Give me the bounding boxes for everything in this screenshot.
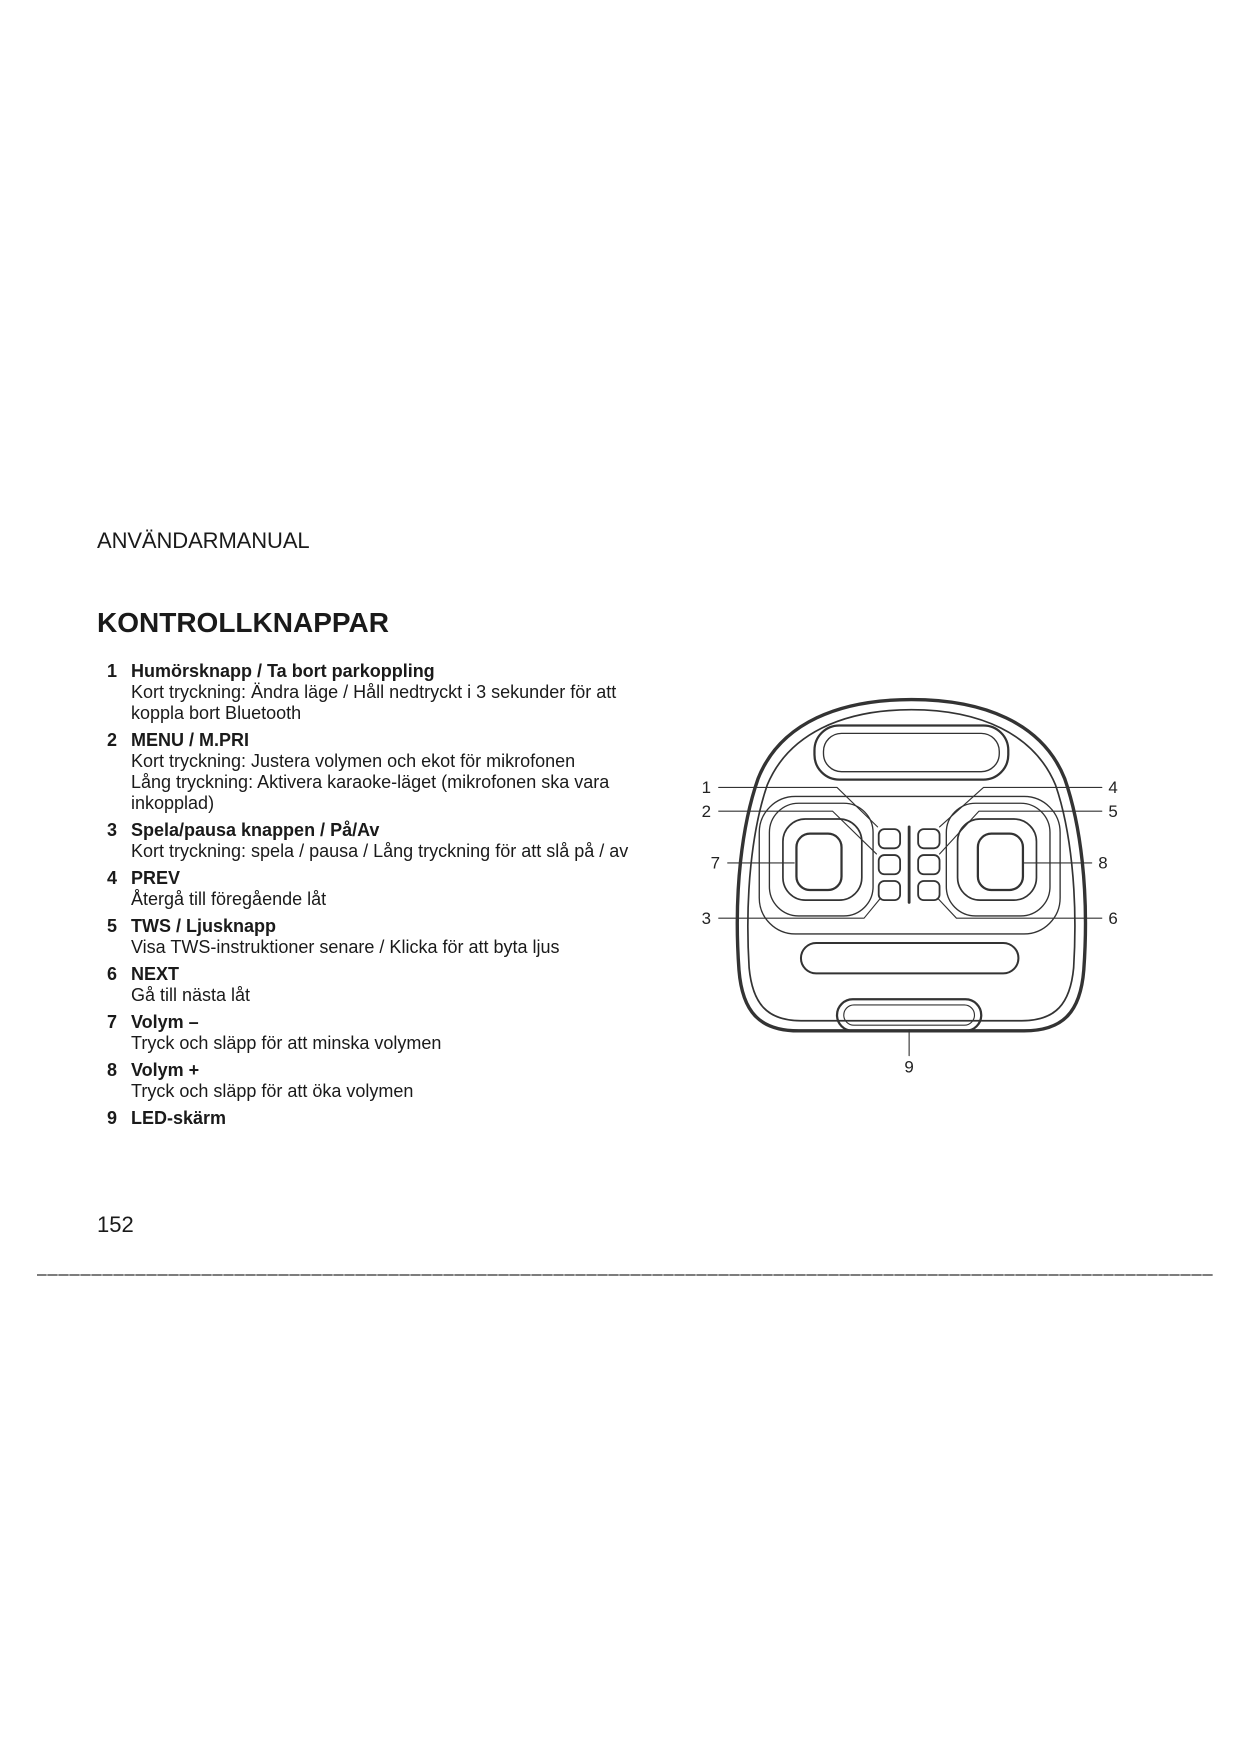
- led-screen: [837, 999, 981, 1031]
- control-number: 5: [107, 916, 118, 936]
- control-item: [107, 868, 667, 910]
- callout-label-1: 1: [701, 778, 712, 798]
- volume-down-pad-outer: [769, 803, 873, 916]
- volume-up-pad: [978, 834, 1023, 890]
- volume-down-pad-middle: [783, 819, 862, 900]
- callout-label-6: 6: [1108, 908, 1118, 928]
- callout-label-4: 4: [1108, 778, 1118, 798]
- page-number: 152: [97, 1212, 134, 1237]
- control-name: Spela/pausa knappen / På/Av: [131, 820, 380, 840]
- control-number: 8: [107, 1060, 118, 1080]
- mood-button: [879, 829, 900, 848]
- control-item: [107, 964, 667, 1006]
- control-name: LED-skärm: [131, 1108, 227, 1128]
- control-number: 4: [107, 868, 118, 888]
- play-pause-button: [879, 881, 900, 900]
- volume-up-pad-middle: [958, 819, 1037, 900]
- callout-label-8: 8: [1098, 853, 1108, 873]
- volume-down-pad: [796, 834, 841, 890]
- next-button: [918, 881, 939, 900]
- control-number: 3: [107, 820, 118, 840]
- menu-button: [879, 855, 900, 874]
- control-number: 6: [107, 964, 118, 984]
- callout-label-7: 7: [710, 853, 721, 873]
- control-number: 7: [107, 1012, 118, 1032]
- control-item: [107, 730, 667, 814]
- control-number: 2: [107, 730, 118, 750]
- control-name: NEXT: [131, 964, 180, 984]
- speaker-body-outline: [737, 700, 1085, 1031]
- led-screen-inner: [844, 1005, 975, 1025]
- control-description-line: Tryck och släpp för att minska volymen: [131, 1033, 442, 1053]
- control-text: [131, 916, 560, 958]
- control-name: MENU / M.PRI: [131, 730, 250, 750]
- control-description-line: inkopplad): [131, 793, 215, 813]
- speaker-top-diagram: [677, 688, 1139, 1083]
- lower-slot: [801, 943, 1018, 973]
- control-number: 9: [107, 1108, 118, 1128]
- control-description-line: Lång tryckning: Aktivera karaoke-läget (mikrofonen ska vara: [131, 772, 610, 792]
- top-slot-inner: [823, 733, 999, 771]
- control-description-line: koppla bort Bluetooth: [131, 703, 302, 723]
- control-name: Humörsknapp / Ta bort parkoppling: [131, 661, 435, 681]
- control-description-line: Tryck och släpp för att öka volymen: [131, 1081, 414, 1101]
- control-text: [131, 1108, 226, 1129]
- callout-label-9: 9: [904, 1057, 914, 1077]
- control-name: Volym –: [131, 1012, 199, 1032]
- control-item: [107, 1108, 667, 1129]
- control-description-line: Kort tryckning: Justera volymen och ekot för mikrofonen: [131, 751, 576, 771]
- volume-up-pad-outer: [946, 803, 1050, 916]
- callout-label-3: 3: [701, 908, 712, 928]
- control-item: [107, 820, 667, 862]
- control-name: PREV: [131, 868, 181, 888]
- prev-button: [918, 829, 939, 848]
- callout-label-2: 2: [701, 801, 712, 821]
- section-title: KONTROLLKNAPPAR: [97, 607, 389, 638]
- control-name: Volym +: [131, 1060, 200, 1080]
- control-text: [131, 868, 326, 910]
- tws-light-button: [918, 855, 939, 874]
- control-item: [107, 1060, 667, 1102]
- control-name: TWS / Ljusknapp: [131, 916, 277, 936]
- control-description-line: Kort tryckning: spela / pausa / Lång tryckning för att slå på / av: [131, 841, 629, 861]
- control-text: [131, 820, 628, 862]
- control-text: [131, 964, 250, 1006]
- control-description-line: Visa TWS-instruktioner senare / Klicka för att byta ljus: [131, 937, 560, 957]
- control-item: [107, 1012, 667, 1054]
- running-title: ANVÄNDARMANUAL: [97, 528, 310, 553]
- control-text: [131, 1060, 413, 1102]
- callout-label-5: 5: [1108, 801, 1118, 821]
- control-description-line: Gå till nästa låt: [131, 985, 251, 1005]
- control-text: [131, 661, 616, 724]
- control-description-line: Kort tryckning: Ändra läge / Håll nedtryckt i 3 sekunder för att: [131, 682, 617, 702]
- control-description-line: Återgå till föregående låt: [131, 889, 327, 909]
- control-text: [131, 730, 609, 814]
- control-item: [107, 661, 667, 724]
- control-number: 1: [107, 661, 118, 681]
- control-item: [107, 916, 667, 958]
- control-list: [107, 661, 667, 1135]
- footer-rule: [37, 1274, 1213, 1276]
- control-text: [131, 1012, 441, 1054]
